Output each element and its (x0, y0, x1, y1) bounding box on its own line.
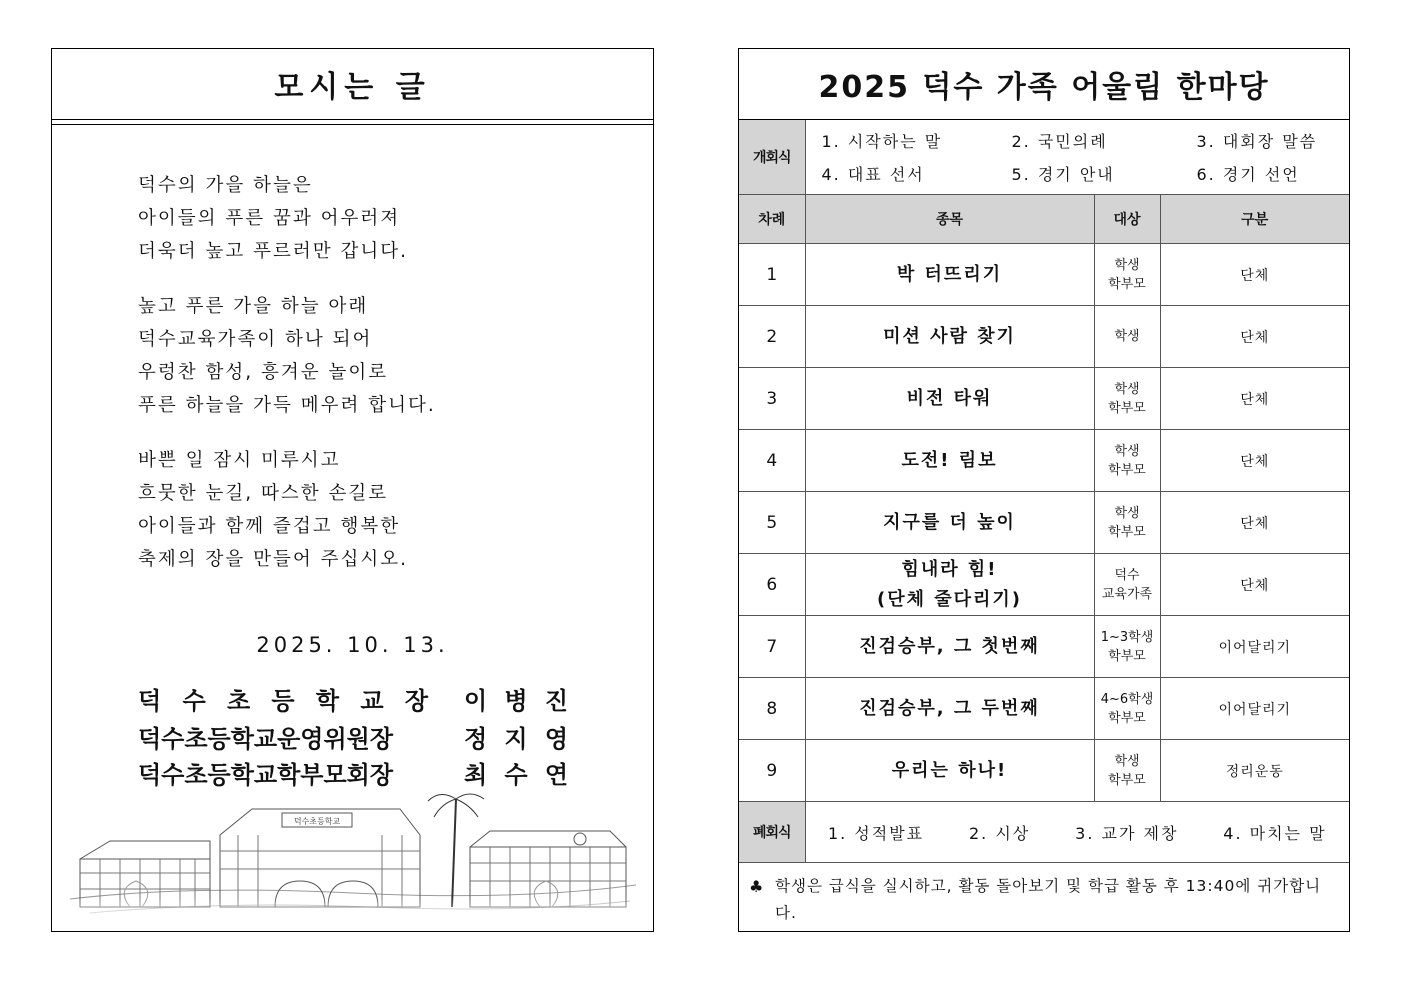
event-name (805, 492, 1094, 554)
building-sign-text: 덕수초등학교 (293, 817, 341, 826)
event-target (1094, 492, 1160, 554)
header-target: 대상 (1094, 195, 1160, 244)
event-name-line: 진검승부, 그 두번째 (859, 697, 1040, 719)
dismissal-note (739, 863, 1349, 927)
opening-item: 5. 경기 안내 (1011, 165, 1115, 184)
table-row (739, 554, 1349, 616)
event-target (1094, 554, 1160, 616)
event-target (1094, 368, 1160, 430)
event-target (1094, 740, 1160, 802)
event-name (805, 616, 1094, 678)
poem-stanza (138, 290, 436, 422)
event-target (1094, 678, 1160, 740)
header-order: 차례 (739, 195, 805, 244)
event-number: 9 (739, 740, 805, 802)
table-row (739, 616, 1349, 678)
event-name (805, 368, 1094, 430)
event-name (805, 740, 1094, 802)
poem-line: 축제의 장을 만들어 주십시오. (138, 549, 408, 570)
club-suit-icon: ♣ (749, 877, 765, 896)
event-type: 이어달리기 (1160, 616, 1349, 678)
event-target-line: 학부모 (1108, 710, 1146, 726)
event-type: 단체 (1160, 492, 1349, 554)
opening-item: 4. 대표 선서 (821, 165, 925, 184)
event-target-line: 덕수 (1114, 567, 1140, 583)
opening-ceremony-label: 개회식 (739, 120, 805, 195)
closing-ceremony-label: 폐회식 (739, 802, 805, 863)
poem-stanza (138, 169, 436, 268)
opening-ceremony-items (805, 120, 1349, 195)
opening-item: 1. 시작하는 말 (821, 132, 943, 151)
event-name (805, 430, 1094, 492)
event-name-line: 미션 사람 찾기 (883, 325, 1016, 347)
school-building-illustration (70, 789, 636, 929)
event-name (805, 554, 1094, 616)
event-target (1094, 616, 1160, 678)
event-name-line: 비전 타워 (906, 387, 993, 409)
table-row (739, 430, 1349, 492)
signer-committee-chair (138, 719, 568, 753)
signer-principal (138, 681, 568, 715)
opening-item: 6. 경기 선언 (1196, 165, 1300, 184)
event-number: 1 (739, 244, 805, 306)
event-target-line: 학생 (1114, 329, 1140, 344)
event-target (1094, 430, 1160, 492)
event-target-line: 학생 (1114, 753, 1140, 769)
event-type: 단체 (1160, 554, 1349, 616)
poem-line: 푸른 하늘을 가득 메우려 합니다. (138, 395, 436, 416)
poem-line: 더욱더 높고 푸르러만 갑니다. (138, 241, 408, 262)
event-name-line: 지구를 더 높이 (883, 511, 1016, 533)
header-event: 종목 (805, 195, 1094, 244)
poem-line: 우렁찬 함성, 흥겨운 놀이로 (138, 362, 389, 383)
signer-name: 정 지 영 (464, 724, 568, 753)
event-type: 단체 (1160, 306, 1349, 368)
event-type: 이어달리기 (1160, 678, 1349, 740)
table-row (739, 306, 1349, 368)
event-target-line: 학생 (1114, 505, 1140, 521)
event-name (805, 678, 1094, 740)
event-target-line: 학부모 (1108, 772, 1146, 788)
table-header-row (739, 195, 1349, 244)
event-name-line: 힘내라 힘! (901, 558, 998, 580)
closing-item: 4. 마치는 말 (1223, 823, 1327, 843)
event-name-line: 박 터뜨리기 (896, 263, 1003, 285)
event-target-line: 1~3학생 (1100, 629, 1154, 645)
event-target-line: 학부모 (1108, 462, 1146, 478)
event-type: 단체 (1160, 244, 1349, 306)
events-body (739, 244, 1349, 802)
program-table (739, 120, 1349, 863)
table-row (739, 244, 1349, 306)
event-target-line: 4~6학생 (1100, 691, 1154, 707)
table-row (739, 368, 1349, 430)
closing-item: 3. 교가 제창 (1075, 823, 1179, 843)
event-number: 4 (739, 430, 805, 492)
signer-title: 덕수초등학교학부모회장 (138, 760, 394, 789)
event-number: 6 (739, 554, 805, 616)
closing-item: 2. 시상 (969, 823, 1031, 843)
event-target-line: 학부모 (1108, 276, 1146, 292)
event-name (805, 244, 1094, 306)
event-target-line: 교육가족 (1101, 586, 1153, 602)
signer-parents-chair (138, 755, 568, 789)
event-name (805, 306, 1094, 368)
poem-stanza (138, 444, 436, 576)
table-row (739, 492, 1349, 554)
invitation-date: 2025. 10. 13. (256, 633, 449, 657)
poem-line: 아이들과 함께 즐겁고 행복한 (138, 516, 401, 537)
event-number: 8 (739, 678, 805, 740)
program-title: 2025 덕수 가족 어울림 한마당 (739, 49, 1349, 120)
program-panel (738, 48, 1350, 932)
header-type: 구분 (1160, 195, 1349, 244)
event-target-line: 학부모 (1108, 400, 1146, 416)
event-type: 정리운동 (1160, 740, 1349, 802)
event-target (1094, 306, 1160, 368)
event-name-line: 우리는 하나! (891, 759, 1008, 781)
event-name-line: (단체 줄다리기) (876, 588, 1023, 610)
signer-title: 덕수초등학교운영위원장 (138, 724, 394, 753)
invitation-panel (51, 48, 654, 932)
event-number: 2 (739, 306, 805, 368)
event-target-line: 학생 (1114, 443, 1140, 459)
event-target-line: 학생 (1114, 257, 1140, 273)
poem-line: 덕수의 가을 하늘은 (138, 175, 313, 196)
event-type: 단체 (1160, 368, 1349, 430)
signer-name: 최 수 연 (464, 760, 568, 789)
event-name-line: 진검승부, 그 첫번째 (859, 635, 1040, 657)
signer-name: 이 병 진 (464, 686, 568, 715)
event-target-line: 학부모 (1108, 524, 1146, 540)
event-target-line: 학부모 (1108, 648, 1146, 664)
dismissal-note-text: 학생은 급식을 실시하고, 활동 돌아보기 및 학급 활동 후 13:40에 귀가합니다. (775, 877, 1322, 922)
table-row (739, 678, 1349, 740)
closing-ceremony-row (739, 802, 1349, 863)
poem-line: 높고 푸른 가을 하늘 아래 (138, 296, 369, 317)
event-target (1094, 244, 1160, 306)
event-number: 3 (739, 368, 805, 430)
table-row (739, 740, 1349, 802)
invitation-title: 모시는 글 (52, 49, 653, 120)
event-number: 7 (739, 616, 805, 678)
poem-line: 덕수교육가족이 하나 되어 (138, 329, 373, 350)
signer-title: 덕 수 초 등 학 교 장 (138, 686, 428, 715)
title-divider (52, 120, 653, 125)
opening-ceremony-row (739, 120, 1349, 195)
opening-item: 3. 대회장 말씀 (1196, 132, 1318, 151)
event-type: 단체 (1160, 430, 1349, 492)
opening-item: 2. 국민의례 (1011, 132, 1108, 151)
invitation-poem (138, 169, 436, 598)
poem-line: 아이들의 푸른 꿈과 어우러져 (138, 208, 401, 229)
poem-line: 바쁜 일 잠시 미루시고 (138, 450, 341, 471)
poem-line: 흐뭇한 눈길, 따스한 손길로 (138, 483, 389, 504)
closing-item: 1. 성적발표 (827, 823, 925, 843)
event-target-line: 학생 (1114, 381, 1140, 397)
closing-ceremony-items (805, 802, 1349, 863)
event-name-line: 도전! 림보 (901, 449, 998, 471)
event-number: 5 (739, 492, 805, 554)
